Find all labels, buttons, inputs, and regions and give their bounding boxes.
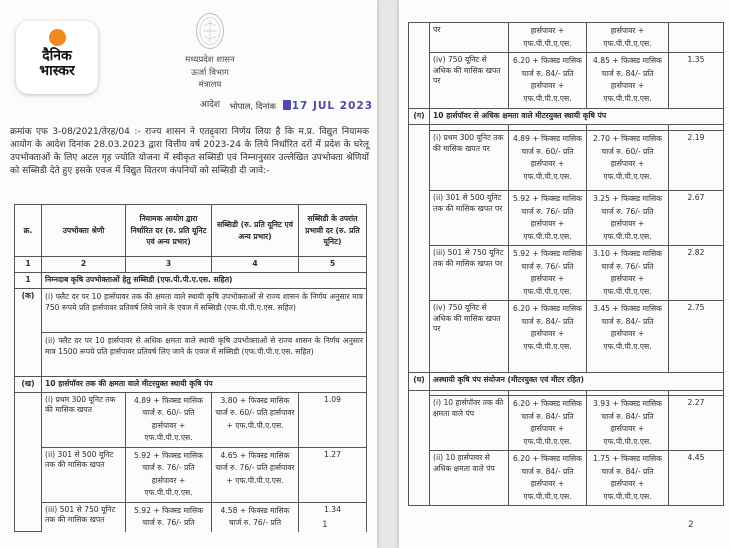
- subsidy-cell: 4.85 + फिक्स्ड मासिक चार्ज रु. 84/- प्रति हार्सपावर + एफ.पी.पी.ए.एस.: [587, 53, 669, 109]
- col-header-effective: सब्सिडी के उपरांत प्रभावी दर (रु. प्रति यूनिट): [299, 205, 367, 257]
- continuation-row: [409, 23, 724, 53]
- stamp-smudge: [283, 100, 291, 110]
- tariff-cell: 5.92 + फिक्स्ड मासिक चार्ज रु. 76/- प्रति हार्सपावर + एफ.पी.पी.ए.एस.: [126, 447, 212, 502]
- tariff-cell: 6.20 + फिक्स्ड मासिक चार्ज रु. 84/- प्रति हार्सपावर + एफ.पी.पी.ए.एस.: [509, 451, 587, 506]
- column-number-row: [15, 257, 367, 273]
- order-intro-paragraph: क्रमांक एफ 3-08/2021/तेरह/04 :- राज्य शासन ने एतद्द्वारा निर्णय लिया है कि म.प्र. विद्युत नियामक आयोग के आदेश दिनांक 28.03.2023 द्वारा वित्तीय वर्ष 2023-24 के लिये निर्धारित दरों में प्रदेश के घरेलू उपभोक्ताओं के लिए अटल गृह ज्योति योजना में स्वीकृत सब्सिडी एवं निम्नानुसार उल्लेखित उपभोक्ता श्रेणियों को सब्सिडी देते हुए इसके एवज में विद्युत वितरण कंपनियों को सब्सिडी दी जावे:-: [10, 127, 369, 176]
- section-title: 10 हार्सपॉवर से अधिक क्षमता वाले मीटरयुक्त स्थायी कृषि पंप: [430, 109, 724, 125]
- col-header-sno: क्र.: [15, 205, 42, 257]
- section-ka-row-i: [15, 288, 367, 332]
- subsidy-cell: 2.70 + फिक्स्ड मासिक चार्ज रु. 60/- प्रति हार्सपावर + एफ.पी.पी.ए.एस.: [587, 131, 669, 191]
- empty-label-cell: [409, 391, 430, 506]
- table-row-cut-by-page-break: [15, 502, 367, 532]
- empty-label-cell: [409, 23, 430, 109]
- effective-rate-cell: [669, 23, 724, 53]
- slab-cell: (iv) 750 यूनिट से अधिक की मासिक खपत पर: [430, 301, 509, 373]
- subsidy-cell: हार्सपावर + एफ.पी.पी.ए.एस.: [587, 23, 669, 53]
- subsidy-table-page2: [408, 22, 724, 506]
- section-letter: (ग): [409, 109, 430, 125]
- col-number: 2: [42, 257, 126, 273]
- empty-label-cell: [409, 125, 430, 373]
- table-header-row: [15, 205, 367, 257]
- subsidy-cell: 3.80 + फिक्स्ड मासिक चार्ज रु. 60/- प्रति हार्सपावर + एफ.पी.पी.ए.एस.: [212, 392, 299, 447]
- table-row: [409, 396, 724, 451]
- section-ga-title-row: [409, 109, 724, 125]
- tariff-cell: हार्सपावर + एफ.पी.पी.ए.एस.: [509, 23, 587, 53]
- subsidy-cell: 3.45 + फिक्स्ड मासिक चार्ज रु. 84/- प्रति हार्सपावर + एफ.पी.पी.ए.एस.: [587, 301, 669, 373]
- place-date-line: [229, 100, 373, 112]
- section-number: 1: [15, 272, 42, 288]
- flat-rate-clause-i: (i) फ्लैट दर पर 10 हार्सपावर तक की क्षमता वाले स्थायी कृषि उपभोक्ताओं से राज्य शासन के निर्णय अनुसार मात्र 750 रूपये प्रति हार्सपावर प्रतिवर्ष लिये जाने के एवज में सब्सिडी (एफ.पी.पी.ए.एस. सहित): [42, 288, 367, 332]
- document-page-2: [399, 0, 730, 548]
- tariff-cell: 6.20 + फिक्स्ड मासिक चार्ज रु. 84/- प्रति हार्सपावर + एफ.पी.पी.ए.एस.: [509, 301, 587, 373]
- table-row: [15, 392, 367, 447]
- subsidy-cell: 4.58 + फिक्स्ड मासिक चार्ज रु. 76/- प्रति: [212, 502, 299, 532]
- order-title: आदेश: [199, 99, 221, 110]
- effective-rate-cell: 4.45: [669, 451, 724, 506]
- effective-rate-cell: 2.82: [669, 246, 724, 301]
- effective-rate-cell: 2.27: [669, 396, 724, 451]
- subsidy-cell: 1.75 + फिक्स्ड मासिक चार्ज रु. 84/- प्रति हार्सपावर + एफ.पी.पी.ए.एस.: [587, 451, 669, 506]
- empty-label-cell: [15, 392, 42, 532]
- mp-government-emblem-icon: [193, 12, 227, 50]
- col-header-subsidy: सब्सिडी (रु. प्रति यूनिट एवं अन्य प्रभार): [212, 205, 299, 257]
- tariff-cell: 4.89 + फिक्स्ड मासिक चार्ज रु. 60/- प्रति हार्सपावर + एफ.पी.पी.ए.एस.: [126, 392, 212, 447]
- tariff-cell: 6.20 + फिक्स्ड मासिक चार्ज रु. 84/- प्रति हार्सपावर + एफ.पी.पी.ए.एस.: [509, 53, 587, 109]
- tariff-cell: 6.20 + फिक्स्ड मासिक चार्ज रु. 84/- प्रति हार्सपावर + एफ.पी.पी.ए.एस.: [509, 396, 587, 451]
- dainik-bhaskar-logo: [16, 21, 98, 94]
- effective-rate-cell: 2.19: [669, 131, 724, 191]
- tariff-cell: 5.92 + फिक्स्ड मासिक चार्ज रु. 76/- प्रति हार्सपावर + एफ.पी.पी.ए.एस.: [509, 246, 587, 301]
- page-number: 2: [688, 520, 694, 530]
- table-row: [15, 447, 367, 502]
- tariff-cell: 5.92 + फिक्स्ड मासिक चार्ज रु. 76/- प्रति: [126, 502, 212, 532]
- place-date-label: भोपाल, दिनांक: [229, 102, 277, 112]
- slab-cell: (ii) 301 से 500 यूनिट तक की मासिक खपत पर: [430, 191, 509, 246]
- table-row: [409, 301, 724, 373]
- effective-rate-cell: 1.09: [299, 392, 367, 447]
- logo-text-line1: दैनिक: [42, 48, 72, 64]
- section-letter: (ख): [15, 376, 42, 392]
- col-number: 3: [126, 257, 212, 273]
- slab-cell: (iv) 750 यूनिट से अधिक की मासिक खपत पर: [430, 53, 509, 109]
- date-stamp: 17 JUL 2023: [279, 100, 373, 112]
- slab-cell: (i) प्रथम 300 यूनिट तक की मासिक खपत पर: [430, 131, 509, 191]
- table-row: [409, 451, 724, 506]
- col-header-tariff: नियामक आयोग द्वारा निर्धारित दर (रु. प्रति यूनिट एवं अन्य प्रभार): [126, 205, 212, 257]
- flat-rate-clause-ii: (ii) फ्लैट दर पर 10 हार्सपावर से अधिक क्षमता वाले स्थायी कृषि उपभोक्ताओं से राज्य शासन के निर्णय अनुसार मात्र 1500 रूपये प्रति हार्सपावर प्रतिवर्ष लिए जाने के एवज में सब्सिडी (एफ.पी.पी.ए.एस. सहित): [42, 332, 367, 376]
- page-number: 1: [322, 520, 328, 530]
- slab-cell: (iii) 501 से 750 यूनिट तक की मासिक खपत: [42, 502, 126, 532]
- section-gha-title-row: [409, 373, 724, 391]
- tariff-cell: 4.89 + फिक्स्ड मासिक चार्ज रु. 60/- प्रति हार्सपावर + एफ.पी.पी.ए.एस.: [509, 131, 587, 191]
- col-header-category: उपभोक्ता श्रेणी: [42, 205, 126, 257]
- tariff-cell: 5.92 + फिक्स्ड मासिक चार्ज रु. 76/- प्रति हार्सपावर + एफ.पी.पी.ए.एस.: [509, 191, 587, 246]
- effective-rate-cell: 1.34: [299, 502, 367, 532]
- effective-rate-cell: 1.35: [669, 53, 724, 109]
- slab-cell: (i) प्रथम 300 यूनिट तक की मासिक खपत: [42, 392, 126, 447]
- section-letter: (क): [15, 288, 42, 376]
- org-line-1: मध्यप्रदेश शासन: [185, 55, 235, 65]
- subsidy-table-page1: [14, 204, 367, 532]
- table-row: [409, 53, 724, 109]
- col-number: 4: [212, 257, 299, 273]
- effective-rate-cell: 2.67: [669, 191, 724, 246]
- table-row: [409, 246, 724, 301]
- logo-text-line2: भास्कर: [39, 63, 75, 79]
- slab-cell: (i) 10 हार्सपॉवर तक की क्षमता वाले पंप: [430, 396, 509, 451]
- section-title: निम्नदाब कृषि उपभोक्ताओं हेतु सब्सिडी (एफ.पी.पी.ए.एस. सहित): [42, 272, 367, 288]
- subsidy-cell: 3.10 + फिक्स्ड मासिक चार्ज रु. 76/- प्रति हार्सपावर + एफ.पी.पी.ए.एस.: [587, 246, 669, 301]
- section-kha-title-row: [15, 376, 367, 392]
- effective-rate-cell: 2.75: [669, 301, 724, 373]
- logo-sun-dot-icon: [49, 29, 66, 46]
- subsidy-cell: 4.65 + फिक्स्ड मासिक चार्ज रु. 76/- प्रति हार्सपावर + एफ.पी.पी.ए.एस.: [212, 447, 299, 502]
- section-ka-row-ii: [15, 332, 367, 376]
- table-row: [409, 191, 724, 246]
- table-row: [409, 131, 724, 191]
- slab-cell: (ii) 301 से 500 यूनिट तक की मासिक खपत: [42, 447, 126, 502]
- col-number: 5: [299, 257, 367, 273]
- effective-rate-cell: 1.27: [299, 447, 367, 502]
- slab-cell: पर: [430, 23, 509, 53]
- section-title: अस्थायी कृषि पंप संयोजन (मीटरयुक्त एवं मीटर रहित): [430, 373, 724, 391]
- col-number: 1: [15, 257, 42, 273]
- org-line-2: ऊर्जा विभाग: [191, 67, 229, 78]
- section-title: 10 हार्सपॉवर तक की क्षमता वाले मीटरयुक्त स्थायी कृषि पंप: [42, 376, 367, 392]
- letterhead: [143, 12, 277, 110]
- slab-cell: (iii) 501 से 750 यूनिट तक की मासिक खपत पर: [430, 246, 509, 301]
- section-letter: (घ): [409, 373, 430, 391]
- subsidy-cell: 3.93 + फिक्स्ड मासिक चार्ज रु. 84/- प्रति हार्सपावर + एफ.पी.पी.ए.एस.: [587, 396, 669, 451]
- section-1-row: [15, 272, 367, 288]
- subsidy-cell: 3.25 + फिक्स्ड मासिक चार्ज रु. 76/- प्रति हार्सपावर + एफ.पी.पी.ए.एस.: [587, 191, 669, 246]
- slab-cell: (ii) 10 हार्सपावर से अधिक क्षमता वाले पंप: [430, 451, 509, 506]
- org-line-3: मंत्रालय: [198, 80, 222, 90]
